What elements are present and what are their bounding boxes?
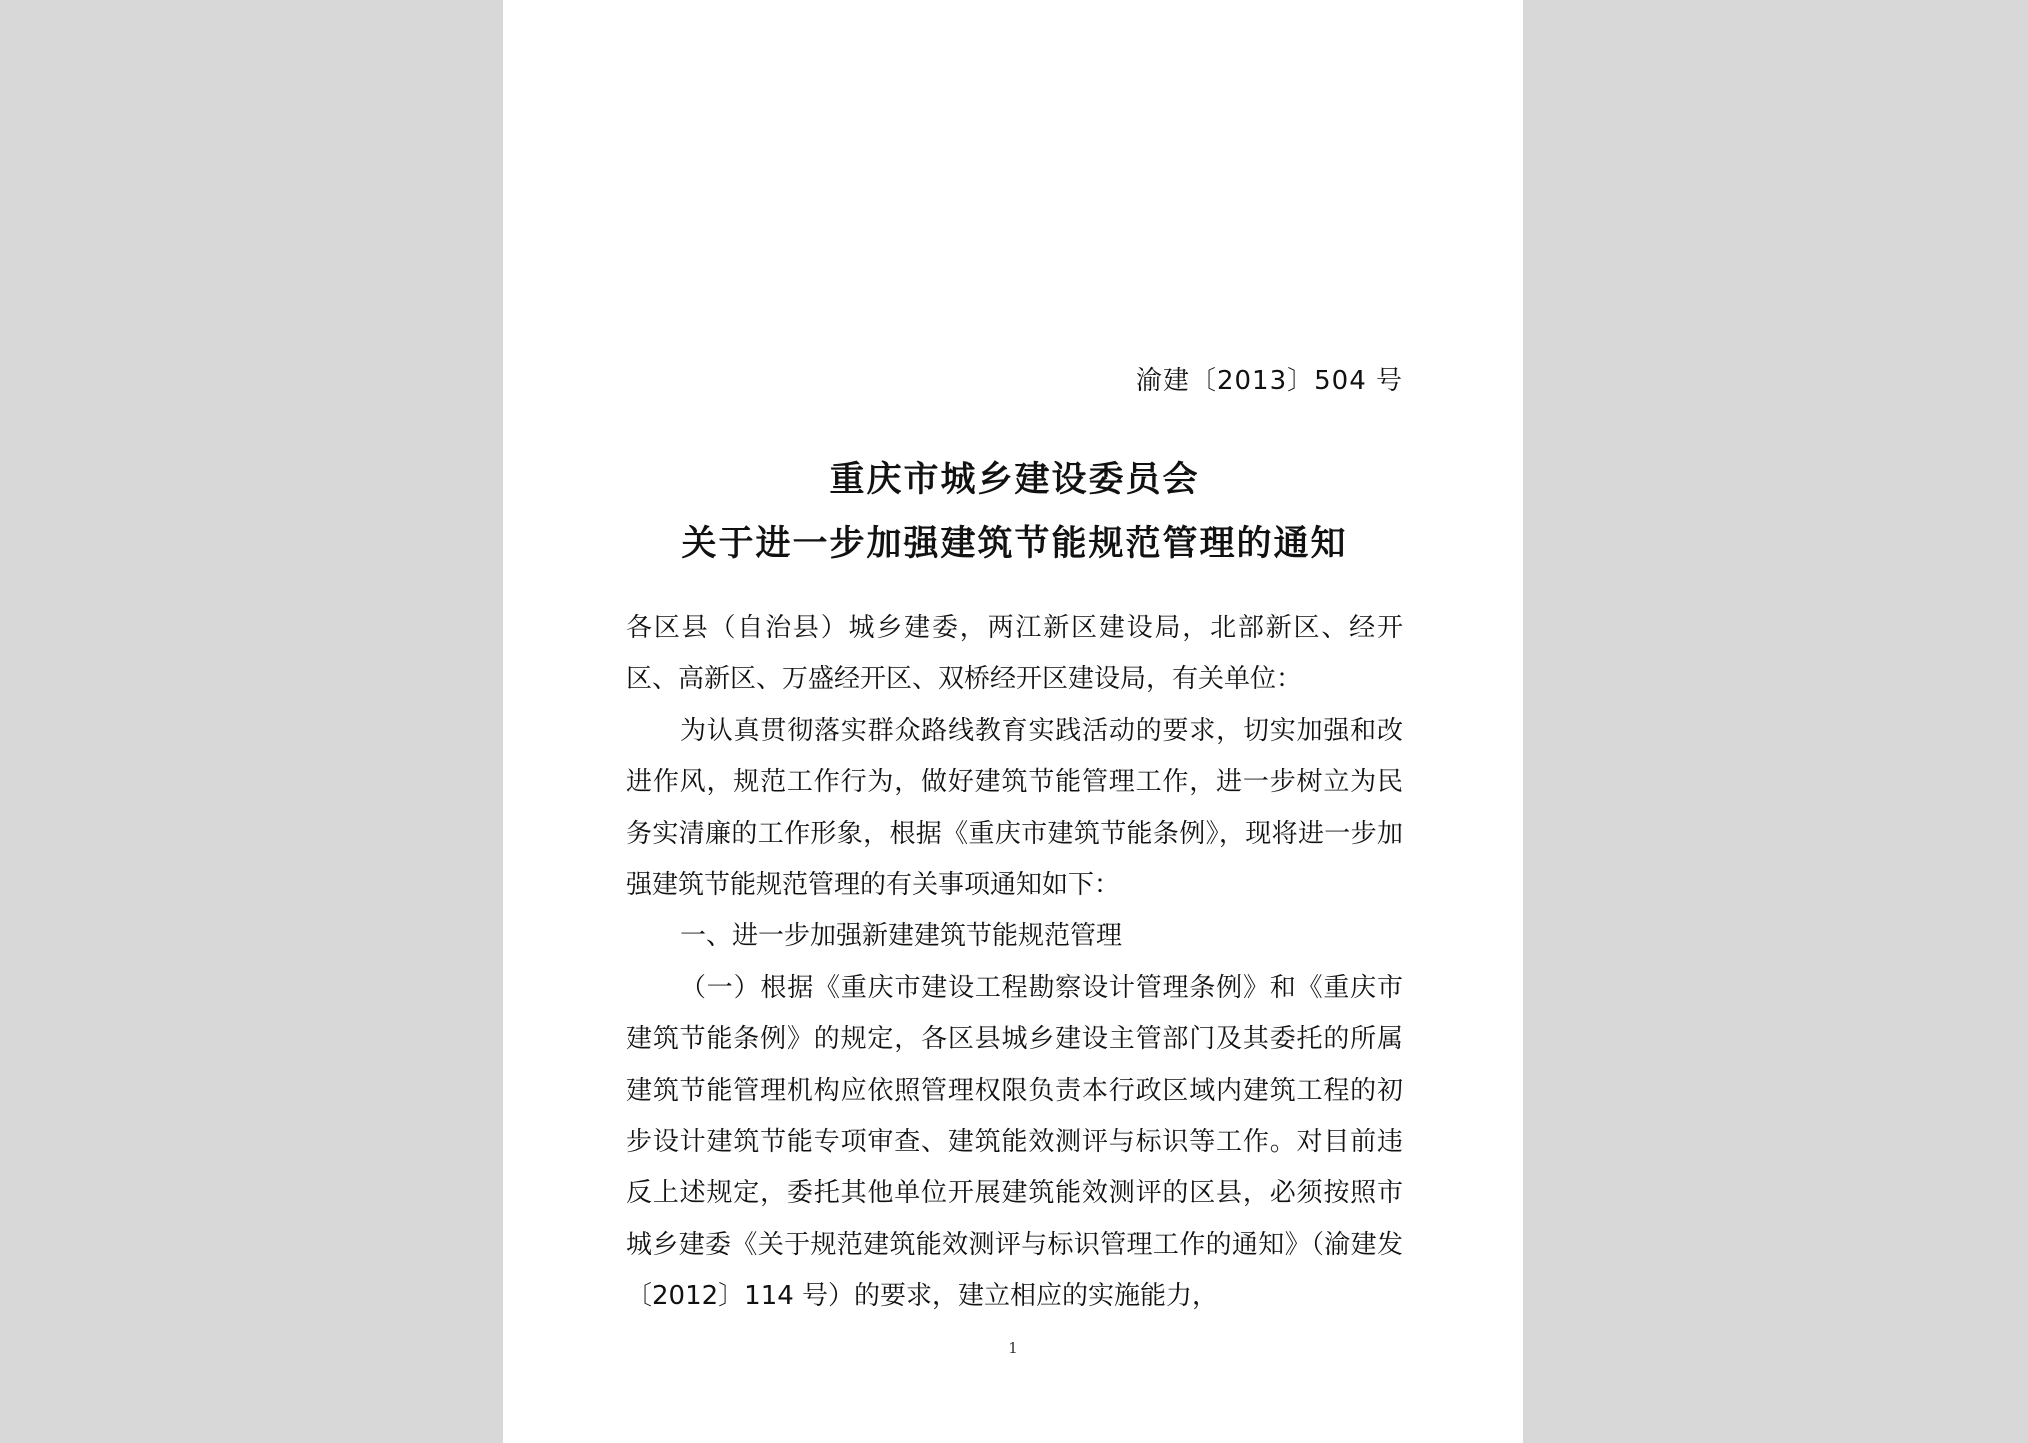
page-number: 1 bbox=[1008, 1339, 1018, 1357]
body-paragraph: （一）根据《重庆市建设工程勘察设计管理条例》和《重庆市建筑节能条例》的规定，各区县城乡建设主管部门及其委托的所属建筑节能管理机构应依照管理权限负责本行政区域内建筑工程的初步设计建筑节能专项审查、建筑能效测评与标识等工作。对目前违反上述规定，委托其他单位开展建筑能效测评的区县，必须按照市城乡建委《关于规范建筑能效测评与标识管理工作的通知》（渝建发〔2012〕114 号）的要求，建立相应的实施能力， bbox=[626, 972, 1403, 1312]
document-body bbox=[626, 603, 1403, 1323]
document-title-line-1: 重庆市城乡建设委员会 bbox=[829, 460, 1200, 500]
document-title-line-2: 关于进一步加强建筑节能规范管理的通知 bbox=[681, 524, 1348, 564]
document-page bbox=[503, 0, 1523, 1443]
document-number: 渝建〔2013〕504 号 bbox=[1135, 366, 1403, 396]
section-heading: 一、进一步加强新建建筑节能规范管理 bbox=[680, 921, 1123, 952]
addressee-paragraph: 各区县（自治县）城乡建委，两江新区建设局，北部新区、经开区、高新区、万盛经开区、双桥经开区建设局，有关单位： bbox=[626, 613, 1403, 695]
intro-paragraph: 为认真贯彻落实群众路线教育实践活动的要求，切实加强和改进作风，规范工作行为，做好建筑节能管理工作，进一步树立为民务实清廉的工作形象，根据《重庆市建筑节能条例》，现将进一步加强建筑节能规范管理的有关事项通知如下： bbox=[626, 715, 1403, 901]
